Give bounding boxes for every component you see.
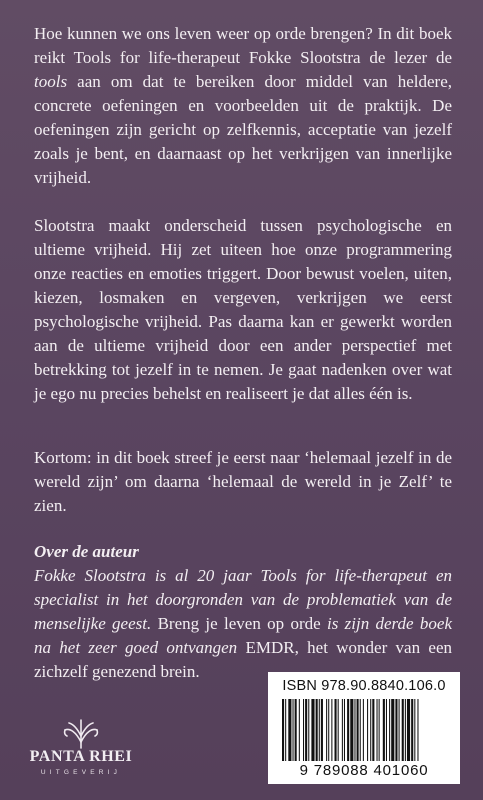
barcode-bar: [308, 699, 309, 761]
barcode-bar: [379, 699, 380, 761]
blurb-paragraph-1: [34, 22, 452, 190]
barcode-bar: [335, 699, 337, 761]
barcode-bar: [311, 699, 314, 761]
barcode-bar: [319, 699, 320, 761]
barcode-bar: [354, 699, 355, 761]
barcode-bar: [417, 699, 418, 761]
barcode-bar: [331, 699, 332, 761]
barcode-bar: [328, 699, 329, 761]
isbn-number: ISBN 978.90.8840.106.0: [282, 678, 446, 694]
barcode-bar: [405, 699, 406, 761]
barcode-bar: [303, 699, 304, 761]
barcode-bar: [347, 699, 349, 761]
publisher-name: PANTA RHEI: [29, 748, 133, 765]
barcode-bar: [367, 699, 368, 761]
about-text: Fokke Slootstra is al 20 jaar Tools for life-therapeut en specialist in het doorgronden van de problematiek van de menselijke geest.: [34, 566, 452, 633]
barcode-bar: [399, 699, 400, 761]
barcode-bar: [402, 699, 404, 761]
barcode-bar: [338, 699, 339, 761]
barcode-bar: [386, 699, 387, 761]
blurb-text: aan om dat te bereiken door middel van heldere, concrete oefeningen en voorbeelden uit de praktijk. De oefeningen zijn gericht op zelfkennis, acceptatie van jezelf zoals je bent, en daarnaast op het verkrijgen van innerlijke vrijheid.: [34, 72, 452, 187]
barcode-bar: [389, 699, 390, 761]
barcode-bar: [370, 699, 371, 761]
blurb-paragraph-3: [34, 446, 452, 518]
blurb-text: Slootstra maakt onderscheid tussen psychologische en ultieme vrijheid. Hij zet uiteen hoe onze programmering onze reacties en emoties triggert. Door bewust voelen, uiten, kiezen, losmaken en vergeven, verkrijgen we eerst psychologische vrijheid. Pas daarna kan er gewerkt worden aan de ultieme vrijheid door een ander perspectief met betrekking tot jezelf in te nemen. Je gaat nadenken over wat je ego nu precies behelst en realiseert je dat alles één is.: [34, 216, 452, 403]
blurb-italic-word: tools: [34, 72, 68, 91]
publisher-subtitle: UITGEVERIJ: [40, 769, 122, 776]
barcode-digits: 9 789088 401060: [299, 762, 429, 779]
barcode-bar: [383, 699, 385, 761]
barcode-bar: [326, 699, 327, 761]
barcode-bar: [293, 699, 294, 761]
barcode-bar: [295, 699, 297, 761]
barcode-bar: [360, 699, 361, 761]
barcode-bar: [342, 699, 343, 761]
barcode-bar: [344, 699, 345, 761]
about-author-section: [34, 540, 452, 684]
blurb-paragraph-2: [34, 214, 452, 406]
barcode-bar: [372, 699, 374, 761]
blurb-text: Hoe kunnen we ons leven weer op orde brengen? In dit boek reikt Tools for life-therapeut Fokke Slootstra de lezer de: [34, 24, 452, 67]
barcode-bar: [391, 699, 394, 761]
barcode-bar: [363, 699, 364, 761]
book-title-ref: Breng je leven op orde: [151, 614, 327, 633]
barcode-bar: [288, 699, 291, 761]
barcode-bar: [282, 699, 284, 761]
book-title-ref: EMDR, het wonder van een zichzelf genezend brein.: [34, 638, 452, 681]
about-author-heading: Over de auteur: [34, 542, 139, 561]
barcode-bar: [316, 699, 318, 761]
barcode-bar: [411, 699, 413, 761]
fountain-icon: [62, 718, 100, 750]
blurb-text: Kortom: in dit boek streef je eerst naar ‘helemaal jezelf in de wereld zijn’ om daarna ‘helemaal de wereld in je Zelf’ te zien.: [34, 448, 452, 515]
barcode-icon: [280, 699, 448, 761]
barcode-bar: [321, 699, 323, 761]
barcode-bar: [414, 699, 415, 761]
barcode-bar: [350, 699, 353, 761]
about-text: is zijn derde boek na het zeer goed ontvangen: [34, 614, 452, 657]
barcode-label: [268, 672, 460, 784]
barcode-bar: [357, 699, 359, 761]
barcode-bar: [407, 699, 410, 761]
barcode-bar: [285, 699, 286, 761]
barcode-bar: [377, 699, 378, 761]
barcode-bar: [299, 699, 300, 761]
publisher-logo: [20, 718, 142, 782]
barcode-bar: [395, 699, 397, 761]
barcode-bar: [305, 699, 307, 761]
